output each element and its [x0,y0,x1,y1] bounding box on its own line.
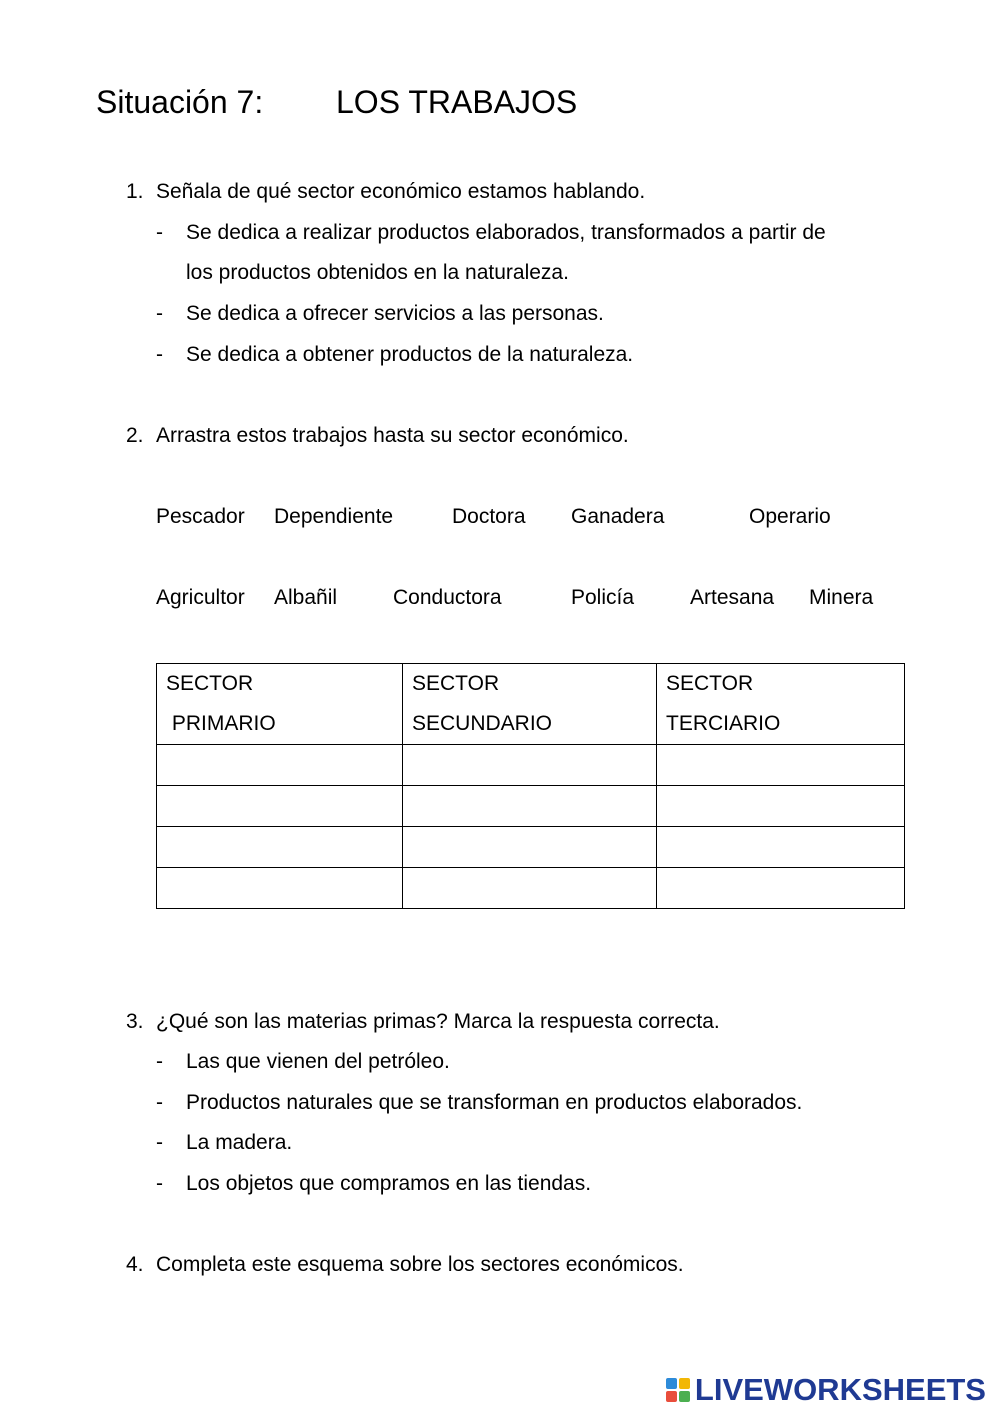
job-chip-conductora[interactable]: Conductora [393,586,502,609]
drop-slot-primario[interactable] [157,868,403,909]
drop-slot-primario[interactable] [157,827,403,868]
drop-slot-secundario[interactable] [403,827,657,868]
brand-name: LIVEWORKSHEETS [694,1372,986,1407]
drop-slot-terciario[interactable] [657,745,905,786]
job-chip-pescador[interactable]: Pescador [156,505,245,528]
drop-slot-secundario[interactable] [403,786,657,827]
q1-text: Señala de qué sector económico estamos hablando. [156,180,646,203]
header-primario-line1: SECTOR [166,672,254,695]
sector-table [156,663,905,909]
table-row [157,868,905,909]
drop-slot-primario[interactable] [157,745,403,786]
table-row [157,745,905,786]
q1-dash-2: - [156,302,163,325]
q1-number: 1. [126,180,144,203]
q4-text: Completa este esquema sobre los sectores económicos. [156,1253,684,1276]
header-primario-line2: PRIMARIO [166,712,276,735]
table-row [157,827,905,868]
job-chip-albanil[interactable]: Albañil [274,586,338,609]
job-chip-artesana[interactable]: Artesana [690,586,775,609]
drop-slot-terciario[interactable] [657,786,905,827]
q3-option-naturales[interactable]: Productos naturales que se transforman en productos elaborados. [186,1091,803,1114]
job-chip-agricultor[interactable]: Agricultor [156,586,245,609]
q3-option-petroleo[interactable]: Las que vienen del petróleo. [186,1050,450,1073]
q3-dash-1: - [156,1050,163,1073]
header-sector-terciario [657,664,905,745]
job-chip-doctora[interactable]: Doctora [452,505,526,528]
job-chip-policia[interactable]: Policía [571,586,635,609]
q3-dash-3: - [156,1131,163,1154]
q1-option-tertiary[interactable]: Se dedica a ofrecer servicios a las personas. [186,302,604,325]
job-chip-operario[interactable]: Operario [749,505,831,528]
q1-option-primary[interactable]: Se dedica a obtener productos de la naturaleza. [186,343,634,366]
q2-number: 2. [126,424,144,447]
header-secundario-line2: SECUNDARIO [412,712,553,735]
job-chip-dependiente[interactable]: Dependiente [274,505,394,528]
table-row [157,786,905,827]
page-title-topic: LOS TRABAJOS [336,84,578,120]
page-title-situation: Situación 7: [96,84,264,120]
drop-slot-secundario[interactable] [403,745,657,786]
drop-slot-secundario[interactable] [403,868,657,909]
job-chip-ganadera[interactable]: Ganadera [571,505,665,528]
q3-dash-2: - [156,1091,163,1114]
header-sector-primario [157,664,403,745]
q3-dash-4: - [156,1172,163,1195]
drop-slot-terciario[interactable] [657,827,905,868]
drop-slot-primario[interactable] [157,786,403,827]
header-terciario-line1: SECTOR [666,672,754,695]
q2-text: Arrastra estos trabajos hasta su sector económico. [156,424,629,447]
header-secundario-line1: SECTOR [412,672,500,695]
q1-option-secondary[interactable]: Se dedica a realizar productos elaborados, transformados a partir de [186,221,826,244]
sector-table-header-row [157,664,905,745]
drop-slot-terciario[interactable] [657,868,905,909]
header-sector-secundario [403,664,657,745]
q4-number: 4. [126,1253,144,1276]
q1-dash-1: - [156,221,163,244]
q3-text: ¿Qué son las materias primas? Marca la respuesta correcta. [156,1010,720,1033]
liveworksheets-logo [666,1372,986,1408]
job-chip-minera[interactable]: Minera [809,586,874,609]
q3-number: 3. [126,1010,144,1033]
q3-option-tiendas[interactable]: Los objetos que compramos en las tiendas. [186,1172,592,1195]
q1-dash-3: - [156,343,163,366]
header-terciario-line2: TERCIARIO [666,712,781,735]
q1-option-secondary-cont[interactable]: los productos obtenidos en la naturaleza. [186,261,569,284]
q3-option-madera[interactable]: La madera. [186,1131,293,1154]
liveworksheets-logo-icon [666,1378,690,1402]
